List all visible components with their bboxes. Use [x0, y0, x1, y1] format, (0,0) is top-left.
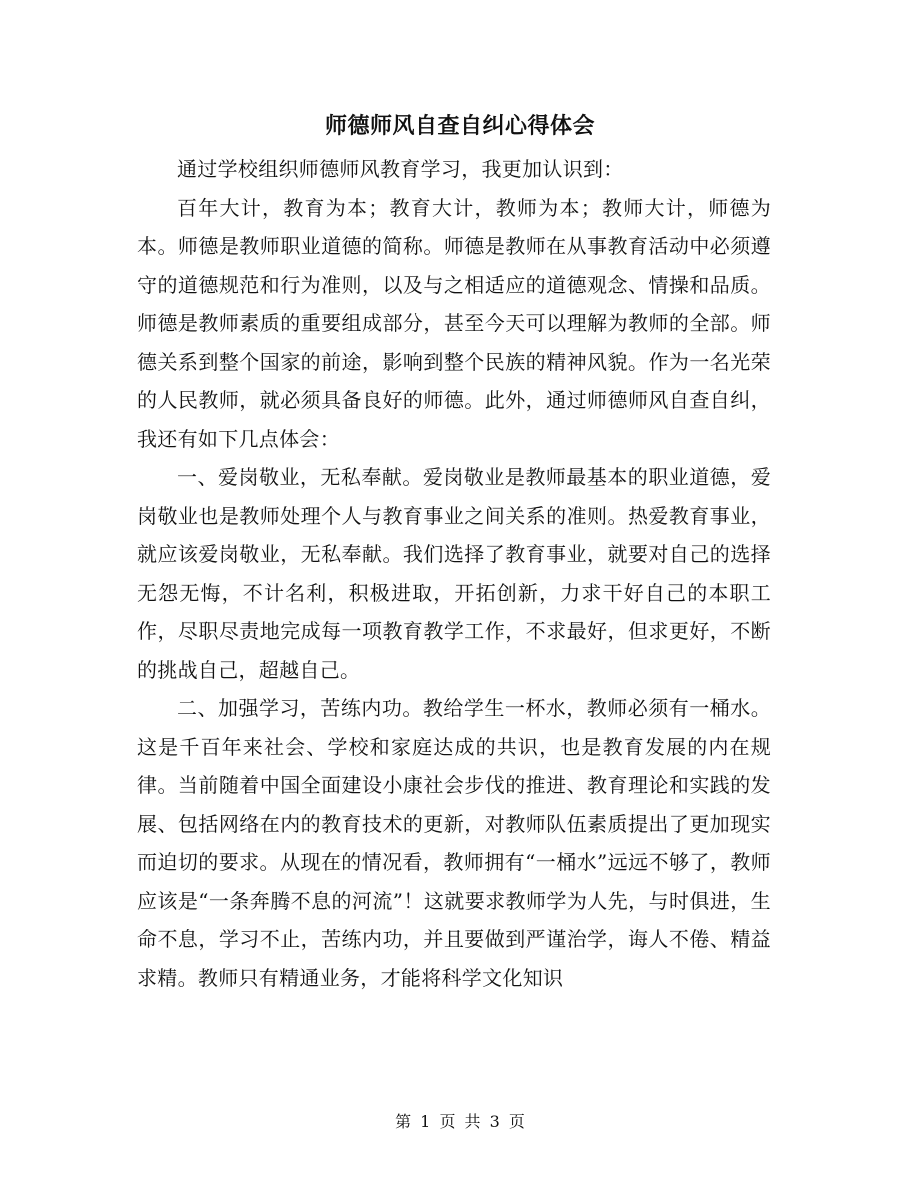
document-title: 师德师风自查自纠心得体会	[324, 113, 595, 139]
paragraph-intro: 通过学校组织师德师风教育学习，我更加认识到：	[177, 157, 624, 181]
paragraph-teacher-ethics: 百年大计，教育为本；教育大计，教师为本；教师大计，师德为本。师德是教师职业道德的简称。师德是教师在从事教育活动中必须遵守的道德规范和行为准则，以及与之相适应的道德观念、情操和品质。师德是教师素质的重要组成部分，甚至今天可以理解为教师的全部。师德关系到整个国家的前途，影响到整个民族的精神风貌。作为一名光荣的人民教师，就必须具备良好的师德。此外，通过师德师风自查自纠，我还有如下几点体会：	[137, 195, 771, 451]
paragraph-point-two: 二、加强学习，苦练内功。教给学生一杯水，教师必须有一桶水。这是千百年来社会、学校和家庭达成的共识，也是教育发展的内在规律。当前随着中国全面建设小康社会步伐的推进、教育理论和实践的发展、包括网络在内的教育技术的更新，对教师队伍素质提出了更加现实而迫切的要求。从现在的情况看，教师拥有“一桶水”远远不够了，教师应该是“一条奔腾不息的河流”！这就要求教师学为人先，与时俱进，生命不息，学习不止，苦练内功，并且要做到严谨治学，诲人不倦、精益求精。教师只有精通业务，才能将科学文化知识	[137, 696, 771, 990]
document-body	[137, 150, 771, 997]
page-number-footer: 第 1 页 共 3 页	[395, 1112, 525, 1131]
paragraph-point-one: 一、爱岗敬业，无私奉献。爱岗敬业是教师最基本的职业道德，爱岗敬业也是教师处理个人与教育事业之间关系的准则。热爱教育事业，就应该爱岗敬业，无私奉献。我们选择了教育事业，就要对自己的选择无怨无悔，不计名利，积极进取，开拓创新，力求干好自己的本职工作，尽职尽责地完成每一项教育教学工作，不求最好，但求更好，不断的挑战自己，超越自己。	[137, 465, 771, 682]
